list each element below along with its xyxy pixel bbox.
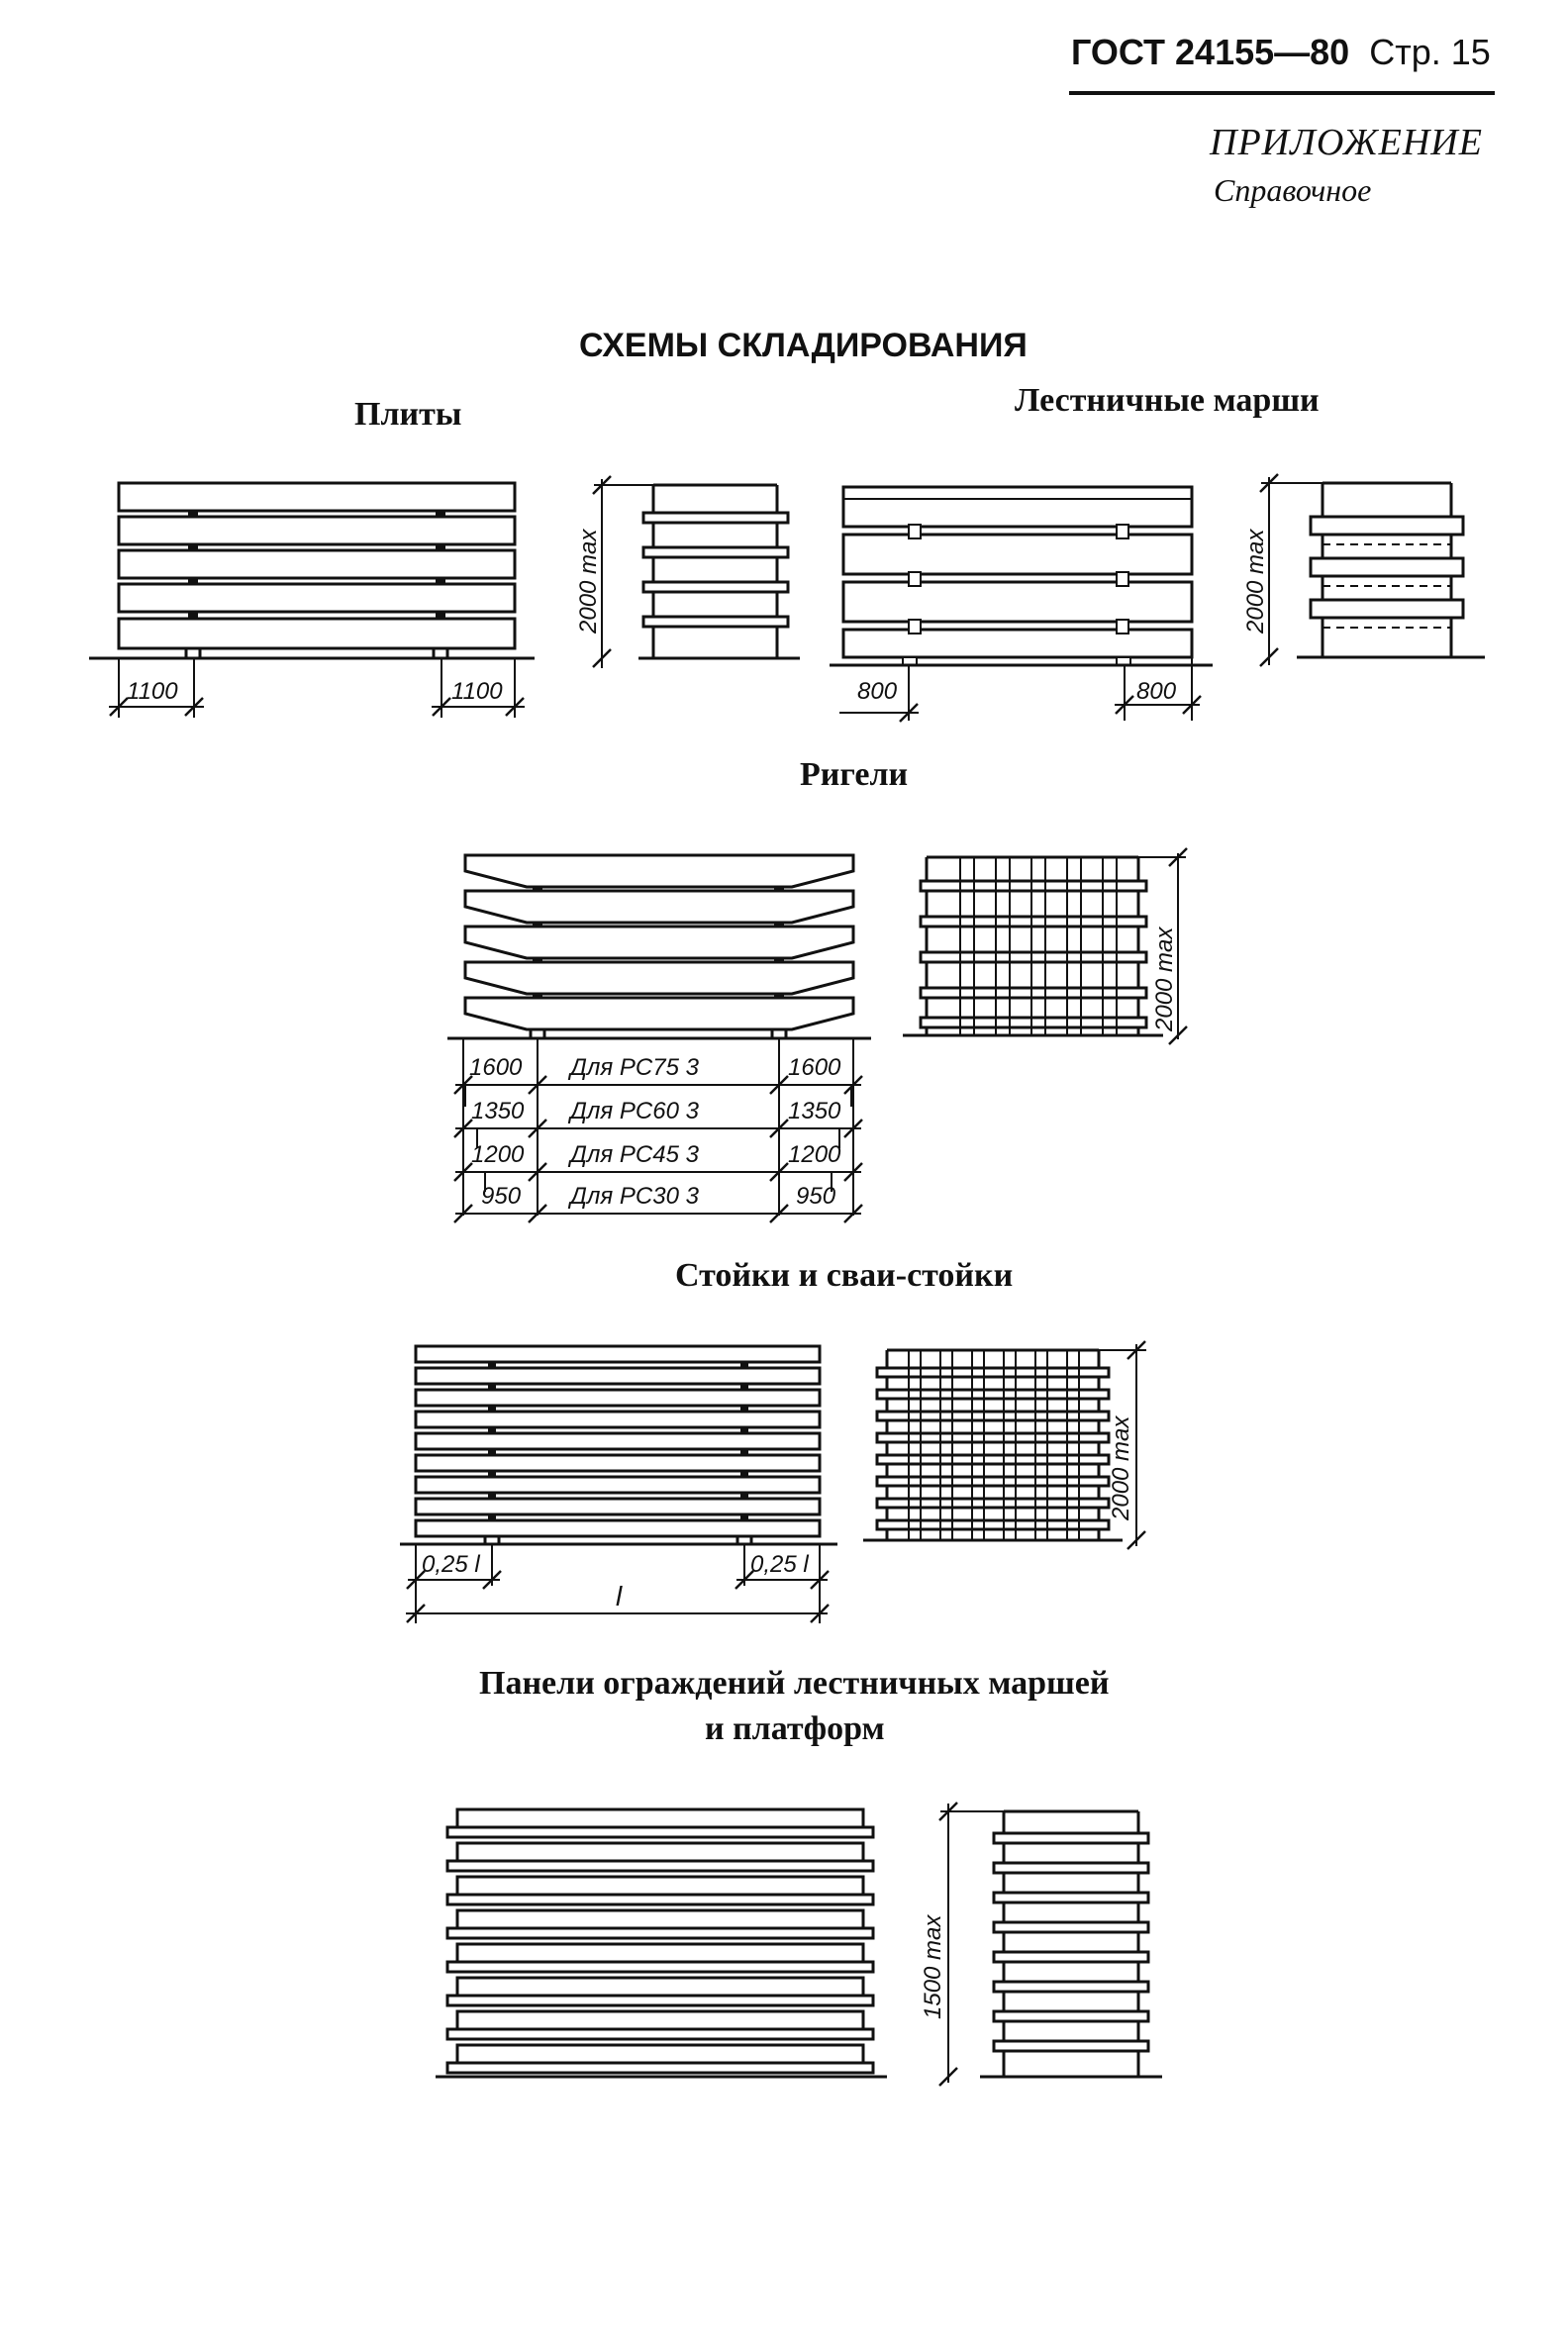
girder-row-2-left: 1350 (471, 1098, 525, 1124)
page-number: Стр. 15 (1369, 32, 1491, 72)
stairs-height-label: 2000 max (1242, 529, 1269, 634)
standard-number: ГОСТ 24155—80 Стр. 15 (1071, 32, 1491, 72)
girder-row-4-label: Для РС30 3 (570, 1183, 699, 1210)
girders-side-view (447, 855, 871, 1038)
columns-dim-total: l (616, 1581, 623, 1611)
girder-row-2-right: 1350 (788, 1098, 841, 1124)
stairs-dim-left: 800 (857, 678, 898, 705)
stairs-side-view (830, 487, 1213, 665)
section-title-stairs: Лестничные марши (1015, 382, 1320, 419)
girder-row-3-left: 1200 (471, 1141, 525, 1168)
columns-side-view (400, 1346, 837, 1544)
appendix-title: ПРИЛОЖЕНИЕ (1210, 122, 1483, 163)
columns-dim-right: 0,25 l (750, 1551, 809, 1578)
stairs-end-view (1297, 483, 1485, 657)
plates-dim-right: 1100 (451, 678, 503, 705)
plates-height-label: 2000 max (575, 529, 602, 634)
girders-height-label: 2000 max (1151, 927, 1178, 1031)
girder-row-3-right: 1200 (788, 1141, 841, 1168)
columns-dim-left: 0,25 l (422, 1551, 480, 1578)
section-title-girders: Ригели (800, 756, 909, 793)
panels-side-view (436, 1809, 887, 2077)
main-title: СХЕМЫ СКЛАДИРОВАНИЯ (579, 327, 1028, 364)
girder-row-3-label: Для РС45 3 (570, 1141, 699, 1168)
girder-row-4-right: 950 (796, 1183, 836, 1210)
girder-row-4-left: 950 (481, 1183, 522, 1210)
appendix-subtitle: Справочное (1214, 172, 1372, 208)
panels-height-label: 1500 max (920, 1914, 946, 2019)
columns-end-view (863, 1350, 1123, 1540)
plates-height-dimension (593, 476, 653, 668)
section-title-panels-1: Панели ограждений лестничных маршей (479, 1665, 1110, 1702)
girder-row-2-label: Для РС60 3 (570, 1098, 699, 1124)
girder-row-1-right: 1600 (788, 1054, 841, 1081)
panels-end-view (980, 1811, 1162, 2077)
section-title-panels-2: и платформ (705, 1710, 885, 1747)
plates-side-view (89, 483, 535, 658)
plates-end-view (638, 485, 800, 658)
girder-row-1-label: Для РС75 3 (570, 1054, 699, 1081)
girders-end-view (903, 857, 1163, 1035)
section-title-columns: Стойки и сваи-стойки (675, 1257, 1014, 1294)
plates-dim-left: 1100 (127, 678, 178, 705)
columns-height-label: 2000 max (1108, 1415, 1134, 1520)
girder-row-1-left: 1600 (469, 1054, 523, 1081)
section-title-plates: Плиты (354, 396, 462, 433)
stairs-dim-right: 800 (1136, 678, 1177, 705)
